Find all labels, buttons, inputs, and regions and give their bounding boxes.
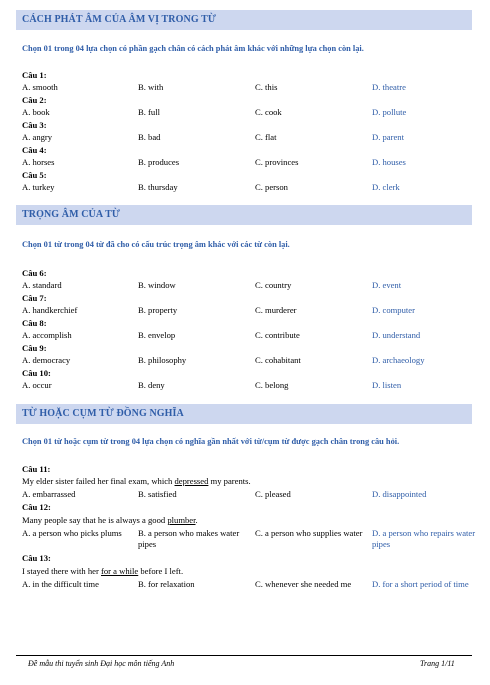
question-stem: I stayed there with her for a while before I left. [22,566,184,576]
options-row [22,107,472,118]
option-c[interactable]: C. pleased [255,489,291,499]
option-d[interactable]: D. archaeology [372,355,425,365]
question-label: Câu 3: [22,120,47,130]
option-b[interactable]: B. produces [138,157,180,167]
section-header-pronunciation: CÁCH PHÁT ÂM CỦA ÂM VỊ TRONG TỪ [16,10,472,30]
question-label: Câu 13: [22,553,51,563]
option-c[interactable]: C. a person who supplies water [255,528,363,538]
option-d[interactable]: D. for a short period of time [372,579,469,589]
instruction-pronunciation: Chọn 01 trong 04 lựa chọn có phần gạch chân có cách phát âm khác với những lựa chọn còn lại. [22,44,364,53]
option-c[interactable]: C. flat [255,132,277,142]
option-d[interactable]: D. parent [372,132,404,142]
underlined-word: for a while [101,566,139,576]
footer-title: Đề mẫu thi tuyển sinh Đại học môn tiếng Anh [28,659,175,668]
option-d[interactable]: D. houses [372,157,406,167]
options-row [22,380,472,391]
option-c[interactable]: C. person [255,182,288,192]
option-c[interactable]: C. contribute [255,330,300,340]
option-b[interactable]: B. bad [138,132,161,142]
option-c[interactable]: C. country [255,280,292,290]
options-row [22,280,472,291]
question-label: Câu 7: [22,293,47,303]
option-c[interactable]: C. cohabitant [255,355,301,365]
option-a[interactable]: A. horses [22,157,55,167]
underlined-word: plumber [167,515,196,525]
option-b[interactable]: B. property [138,305,178,315]
option-a[interactable]: A. a person who picks plums [22,528,122,538]
option-a[interactable]: A. turkey [22,182,55,192]
option-d[interactable]: D. pollute [372,107,407,117]
option-b[interactable]: B. window [138,280,176,290]
option-a[interactable]: A. accomplish [22,330,72,340]
question-label: Câu 9: [22,343,47,353]
option-a[interactable]: A. standard [22,280,62,290]
option-d[interactable]: D. disappointed [372,489,427,499]
option-b[interactable]: B. with [138,82,164,92]
option-d[interactable]: D. listen [372,380,402,390]
option-d[interactable]: D. a person who repairs water pipes [372,528,476,549]
question-label: Câu 4: [22,145,47,155]
options-row [22,157,472,168]
question-label: Câu 6: [22,268,47,278]
option-c[interactable]: C. belong [255,380,289,390]
option-a[interactable]: A. democracy [22,355,71,365]
option-a[interactable]: A. book [22,107,50,117]
question-label: Câu 2: [22,95,47,105]
option-a[interactable]: A. angry [22,132,53,142]
option-a[interactable]: A. smooth [22,82,58,92]
option-b[interactable]: B. full [138,107,160,117]
option-c[interactable]: C. provinces [255,157,299,167]
option-a[interactable]: A. handkerchief [22,305,78,315]
option-d[interactable]: D. clerk [372,182,400,192]
options-row [22,132,472,143]
option-b[interactable]: B. thursday [138,182,178,192]
underlined-word: depressed [174,476,209,486]
option-c[interactable]: C. murderer [255,305,297,315]
instruction-synonyms: Chọn 01 từ hoặc cụm từ trong 04 lựa chọn có nghĩa gần nhất với từ/cụm từ được gạch chân trong câu hỏi. [22,437,400,446]
option-d[interactable]: D. event [372,280,402,290]
option-a[interactable]: A. embarrassed [22,489,76,499]
options-row [22,82,472,93]
option-d[interactable]: D. computer [372,305,415,315]
option-d[interactable]: D. theatre [372,82,406,92]
option-b[interactable]: B. philosophy [138,355,187,365]
question-label: Câu 1: [22,70,47,80]
question-label: Câu 11: [22,464,51,474]
option-c[interactable]: C. whenever she needed me [255,579,352,589]
section-header-synonyms: TỪ HOẶC CỤM TỪ ĐỒNG NGHĨA [16,404,472,424]
section-header-stress: TRỌNG ÂM CỦA TỪ [16,205,472,225]
question-label: Câu 10: [22,368,51,378]
question-label: Câu 8: [22,318,47,328]
option-b[interactable]: B. deny [138,380,165,390]
question-stem: Many people say that he is always a good plumber. [22,515,198,525]
options-row [22,355,472,366]
option-a[interactable]: A. occur [22,380,52,390]
options-row [22,182,472,193]
option-a[interactable]: A. in the difficult time [22,579,99,589]
option-c[interactable]: C. cook [255,107,282,117]
option-b[interactable]: B. satisfied [138,489,177,499]
option-b[interactable]: B. for relaxation [138,579,195,589]
options-row [22,305,472,316]
instruction-stress: Chọn 01 từ trong 04 từ đã cho có cấu trúc trọng âm khác với các từ còn lại. [22,240,290,249]
options-row [22,330,472,341]
footer-divider [16,655,472,656]
question-label: Câu 5: [22,170,47,180]
option-d[interactable]: D. understand [372,330,421,340]
question-label: Câu 12: [22,502,51,512]
page-number: Trang 1/11 [420,659,455,668]
option-b[interactable]: B. envelop [138,330,176,340]
question-stem: My elder sister failed her final exam, which depressed my parents. [22,476,251,486]
option-c[interactable]: C. this [255,82,278,92]
option-b[interactable]: B. a person who makes water pipes [138,528,240,549]
